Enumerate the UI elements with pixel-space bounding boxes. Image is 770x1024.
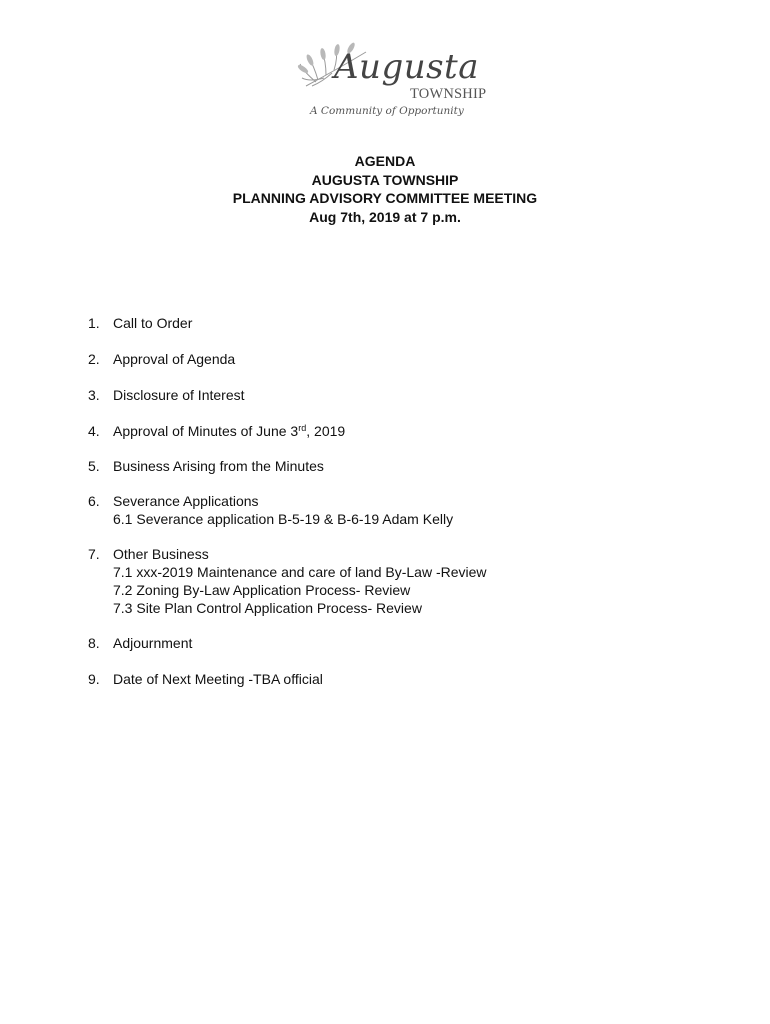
agenda-item <box>88 457 728 475</box>
item-number: 8. <box>88 635 100 651</box>
item-number: 4. <box>88 423 100 439</box>
item-text <box>113 422 728 440</box>
agenda-subitem: 7.1 xxx-2019 Maintenance and care of land By-Law -Review <box>113 564 487 580</box>
item-text: Severance Applications <box>113 493 259 509</box>
item-number: 9. <box>88 671 100 687</box>
agenda-item <box>88 670 728 688</box>
item-number: 3. <box>88 387 100 403</box>
township-logo <box>296 42 486 128</box>
agenda-subitem: 7.2 Zoning By-Law Application Process- Review <box>113 582 411 598</box>
item-text: Other Business <box>113 546 209 562</box>
item-number: 2. <box>88 351 100 367</box>
agenda-item <box>88 492 728 528</box>
item-text-main: Approval of Minutes of June 3 <box>113 423 299 439</box>
item-text: Disclosure of Interest <box>113 387 245 403</box>
logo-wordmark: Augusta <box>334 47 479 87</box>
item-text: Approval of Agenda <box>113 351 236 367</box>
item-text: Business Arising from the Minutes <box>113 458 324 474</box>
agenda-item <box>88 314 728 332</box>
header-meeting-name: PLANNING ADVISORY COMMITTEE MEETING <box>232 190 538 206</box>
item-number: 7. <box>88 546 100 562</box>
item-number: 6. <box>88 493 100 509</box>
header-organization: AUGUSTA TOWNSHIP <box>311 171 459 188</box>
item-text: Call to Order <box>113 315 193 331</box>
agenda-list <box>88 314 728 688</box>
item-number: 5. <box>88 458 100 474</box>
header-date: Aug 7th, 2019 at 7 p.m. <box>309 208 461 225</box>
item-text: Adjournment <box>113 635 193 651</box>
item-text-year: , 2019 <box>306 423 346 439</box>
agenda-item <box>88 634 728 652</box>
ordinal-suffix: rd <box>298 423 307 433</box>
item-number: 1. <box>88 315 100 331</box>
agenda-item <box>88 350 728 368</box>
agenda-item <box>88 545 728 617</box>
agenda-item <box>88 422 728 440</box>
logo-township-label: TOWNSHIP <box>410 86 487 102</box>
header-title: AGENDA <box>354 153 416 169</box>
agenda-subitem: 6.1 Severance application B-5-19 & B-6-19 Adam Kelly <box>113 511 454 527</box>
agenda-header <box>0 152 770 226</box>
item-text: Date of Next Meeting -TBA official <box>113 671 323 687</box>
agenda-item <box>88 386 728 404</box>
logo-tagline: A Community of Opportunity <box>310 105 464 117</box>
agenda-subitem: 7.3 Site Plan Control Application Process- Review <box>113 600 422 616</box>
